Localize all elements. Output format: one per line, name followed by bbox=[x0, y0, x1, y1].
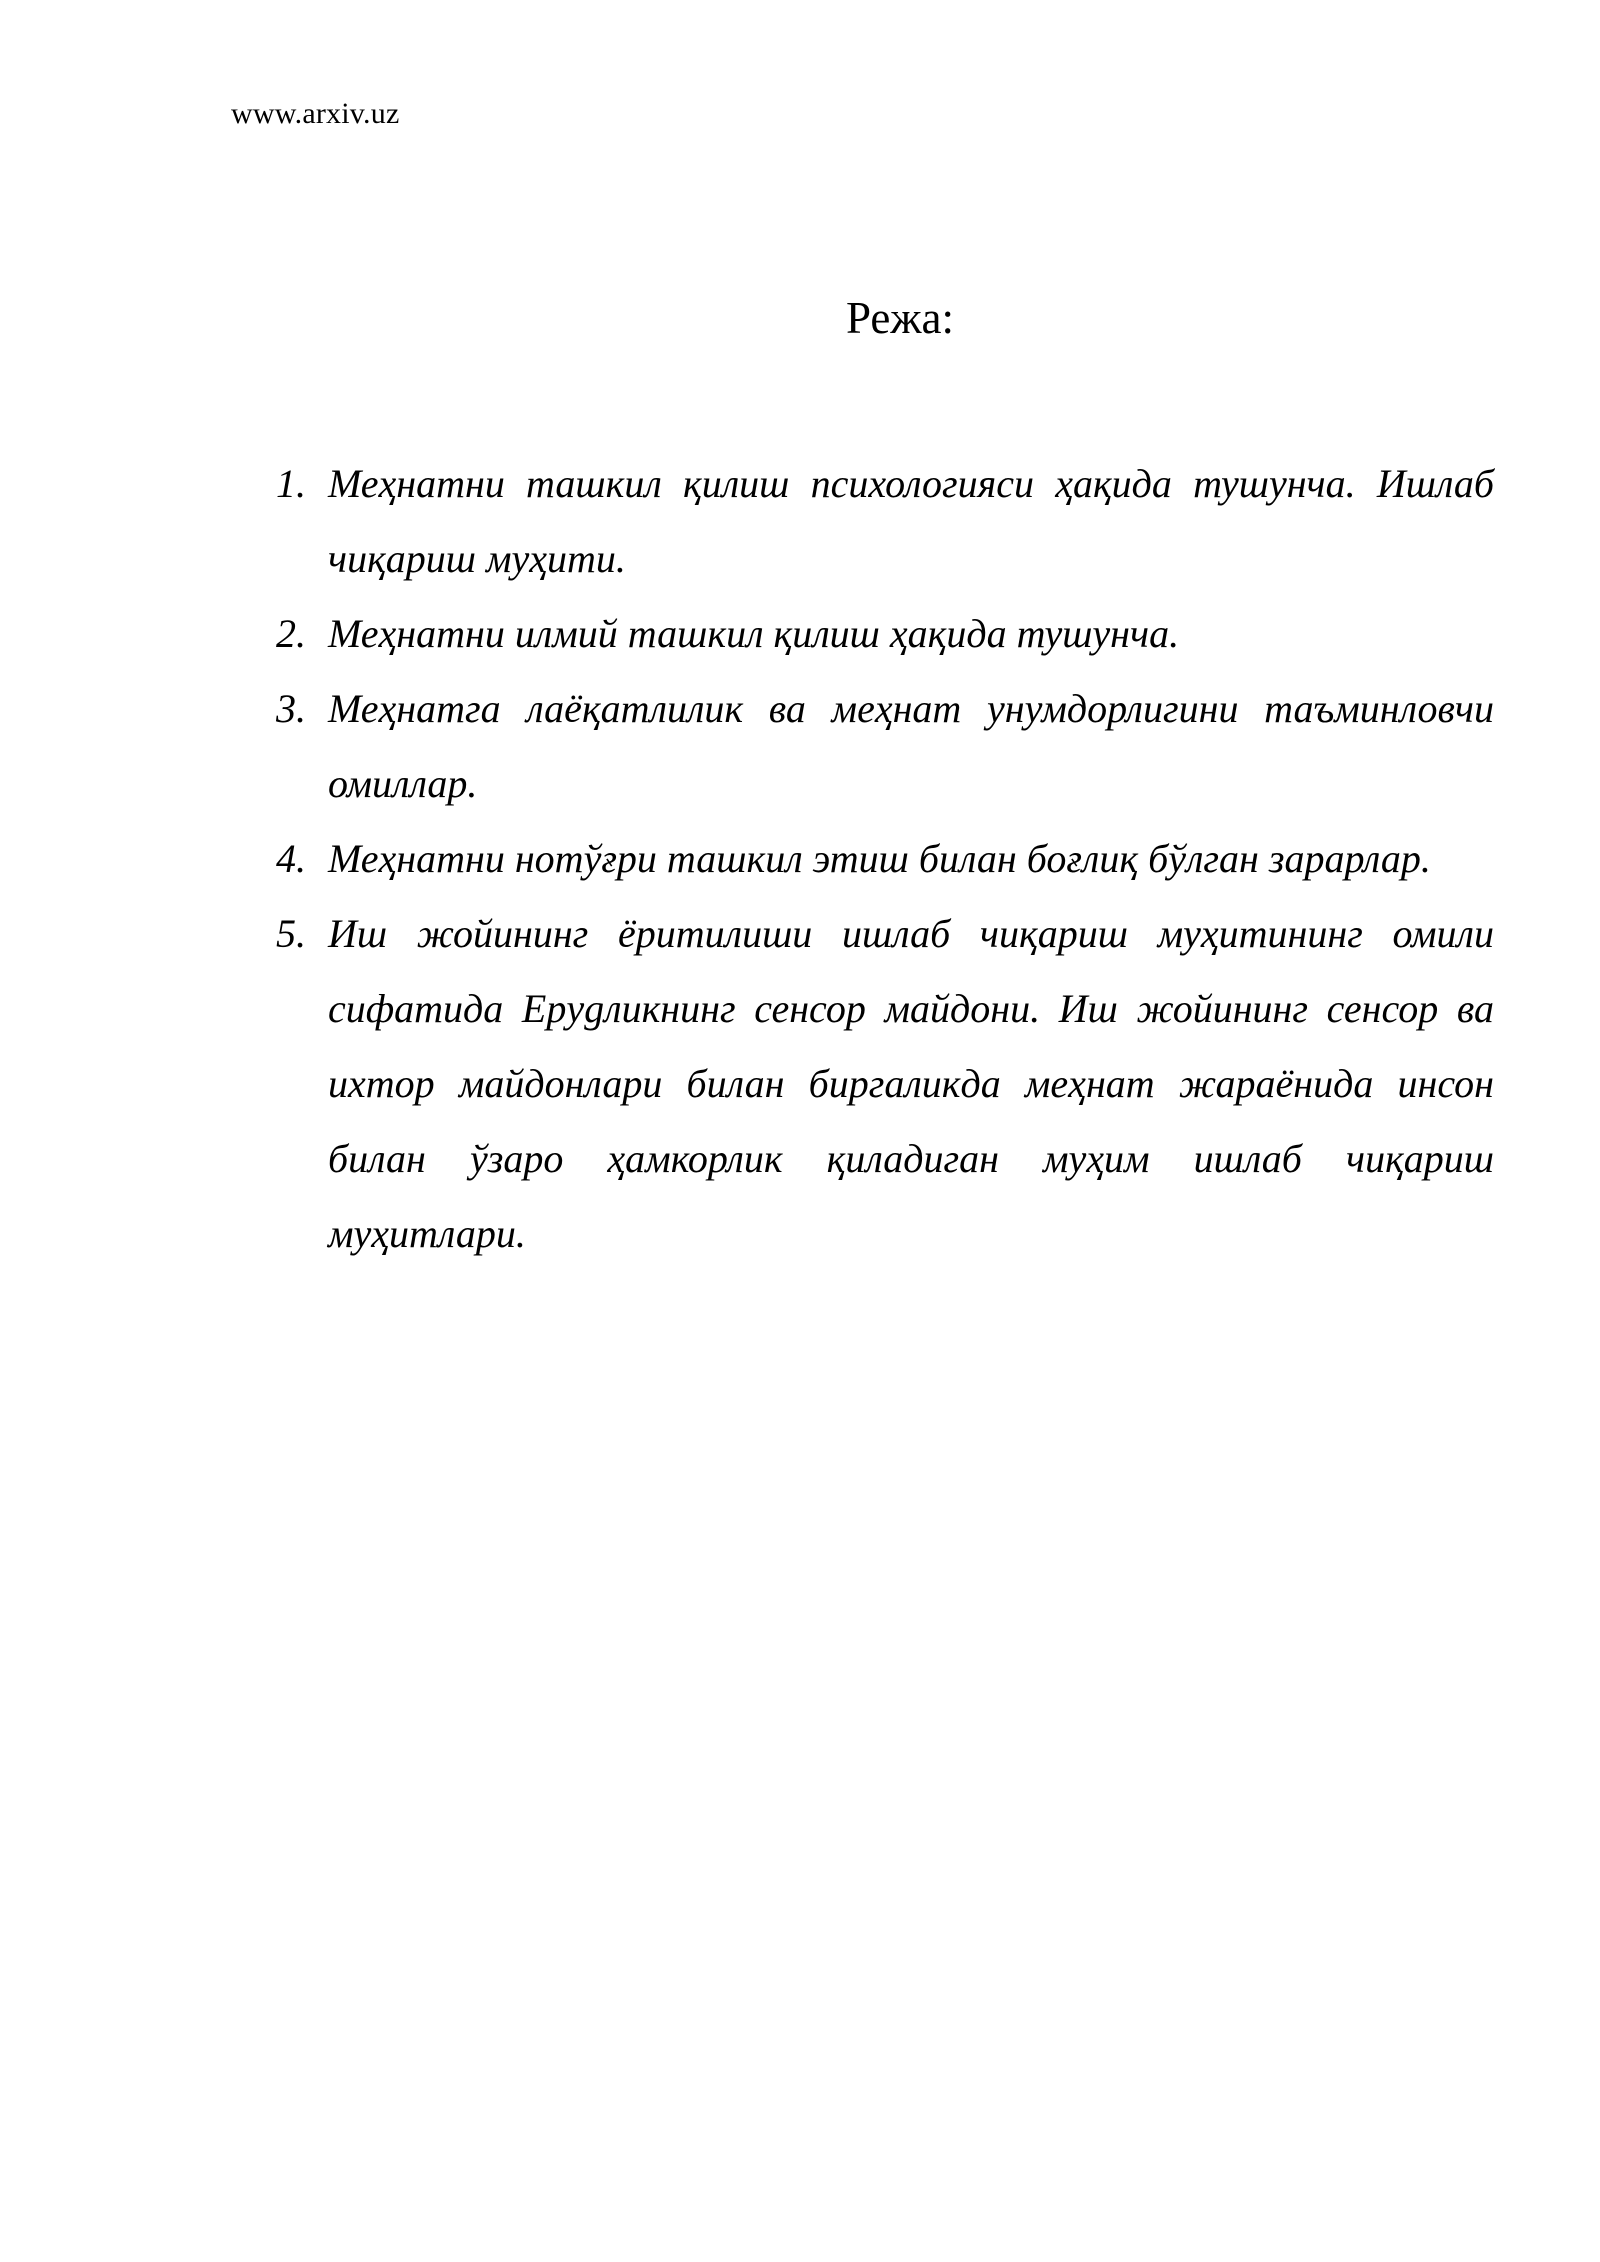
list-item-text: Иш жойининг ёритилиши ишлаб чиқариш муҳитининг омили сифатида Ерygликнинг сенсор майдони. Иш жойининг сенсор ва ихтор майдонлари билан биргаликда меҳнат жараёнида инсон билан ўзаро ҳамкорлик қиладиган муҳим ишлаб чиқариш муҳитлари. bbox=[328, 911, 1494, 1256]
list-item-text: Меҳнатни илмий ташкил қилиш ҳақида тушунча. bbox=[328, 611, 1180, 656]
list-item-text: Меҳнатни ташкил қилиш психологияси ҳақида тушунча. Ишлаб чиқариш муҳити. bbox=[328, 461, 1494, 581]
list-item bbox=[258, 671, 1494, 821]
list-item-text: Меҳнатни нотўғри ташкил этиш билан боғлиқ бўлган зарарлар. bbox=[328, 836, 1431, 881]
list-item bbox=[258, 446, 1494, 596]
site-header: www.arxiv.uz bbox=[231, 97, 400, 130]
list-item-number: 5. bbox=[276, 911, 306, 956]
list-item-number: 1. bbox=[276, 461, 306, 506]
list-item-text: Меҳнатга лаёқатлилик ва меҳнат унумдорлигини таъминловчи омиллар. bbox=[328, 686, 1494, 806]
plan-list bbox=[258, 446, 1494, 1271]
list-item-number: 4. bbox=[276, 836, 306, 881]
list-item bbox=[258, 896, 1494, 1271]
list-item bbox=[258, 821, 1494, 896]
list-item-number: 2. bbox=[276, 611, 306, 656]
document-title: Режа: bbox=[846, 293, 954, 343]
list-item bbox=[258, 596, 1494, 671]
list-item-number: 3. bbox=[276, 686, 306, 731]
